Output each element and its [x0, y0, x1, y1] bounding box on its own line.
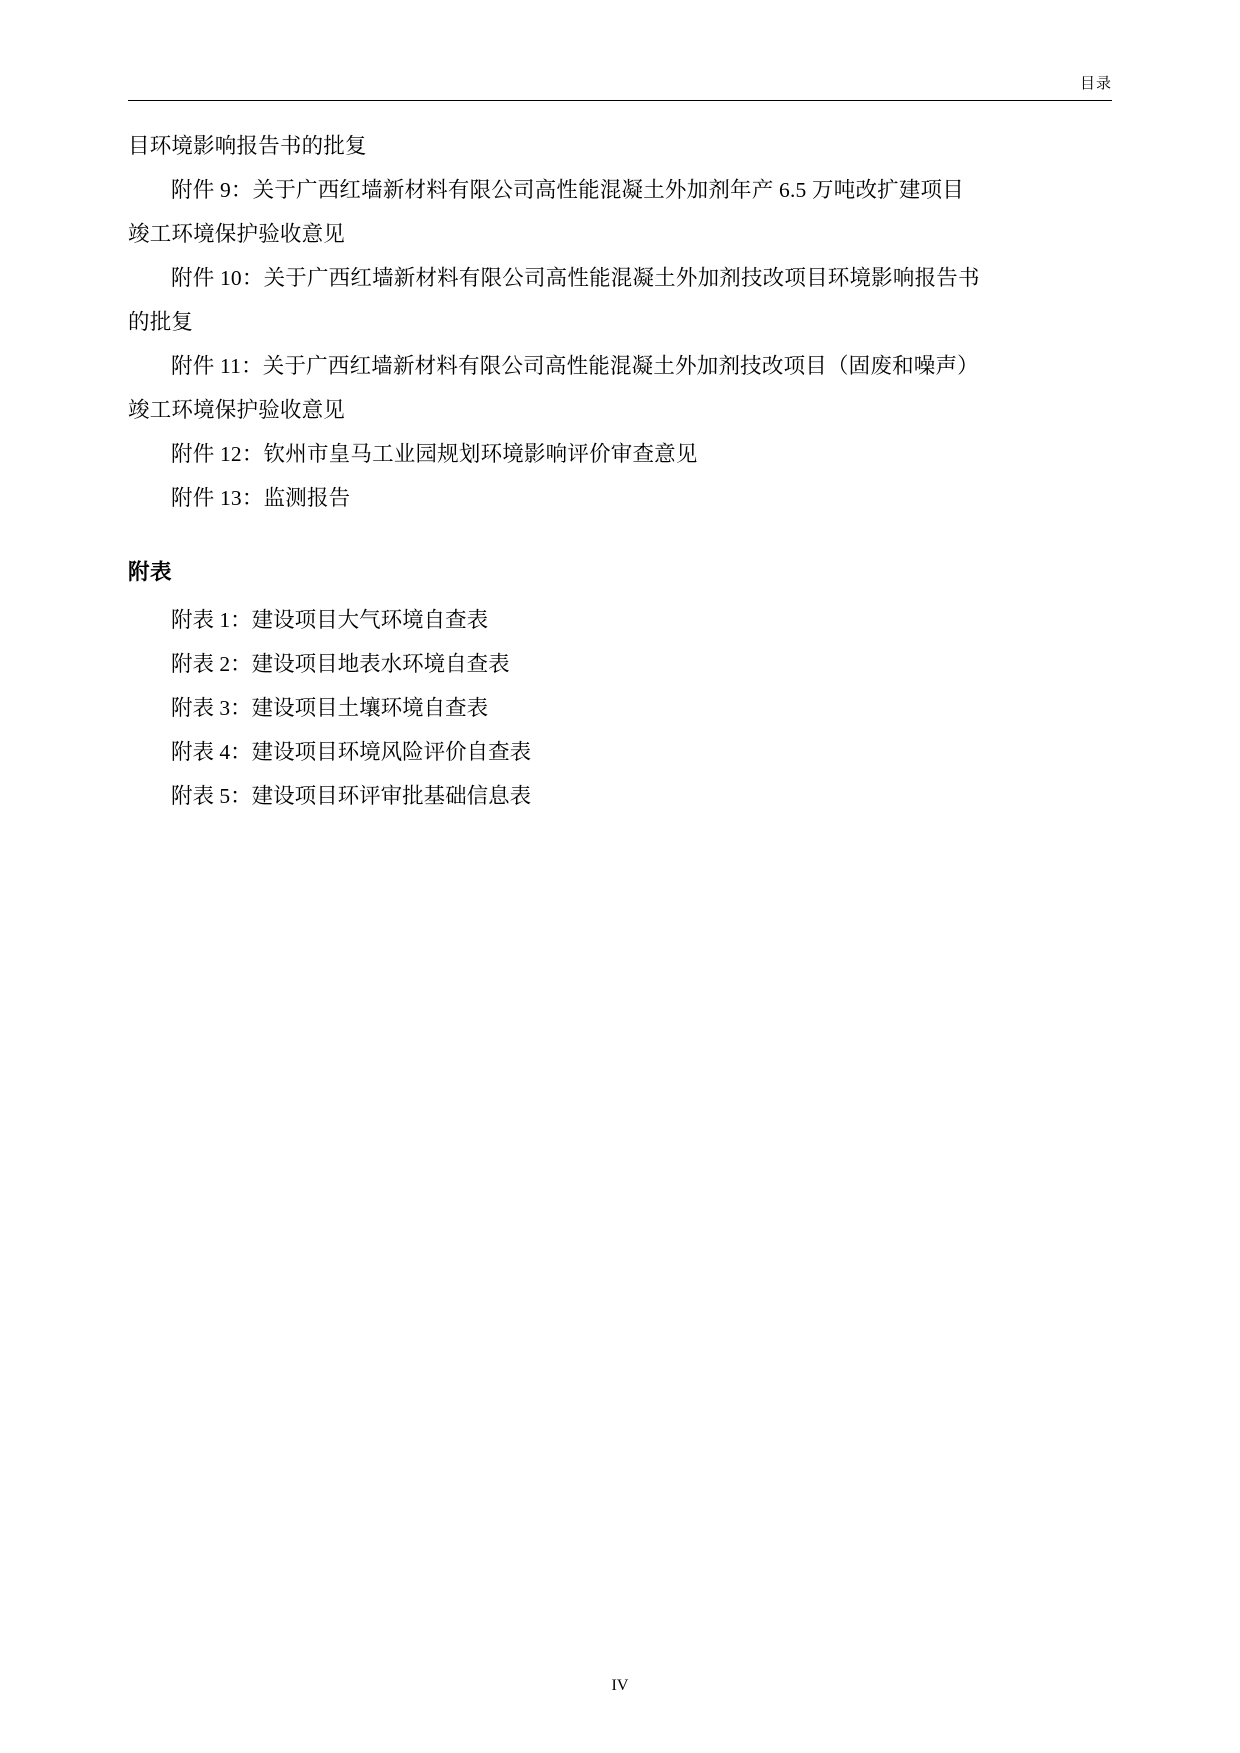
section-title-tables: 附表 [128, 560, 173, 584]
table-entry-3: 附表 3：建设项目土壤环境自查表 [171, 696, 489, 720]
page-number: IV [611, 1677, 629, 1694]
page-header [128, 72, 1112, 104]
table-entry-4: 附表 4：建设项目环境风险评价自查表 [171, 740, 532, 764]
table-entry-5: 附表 5：建设项目环评审批基础信息表 [171, 784, 532, 808]
page-footer [0, 1677, 1240, 1695]
continuation-line: 目环境影响报告书的批复 [128, 134, 367, 158]
header-title: 目录 [1079, 76, 1112, 92]
attachment-entry-11: 附件 11：关于广西红墙新材料有限公司高性能混凝土外加剂技改项目（固废和噪声）竣工环境保护验收意见 [128, 354, 979, 422]
attachment-entry-9: 附件 9：关于广西红墙新材料有限公司高性能混凝土外加剂年产 6.5 万吨改扩建项目竣工环境保护验收意见 [128, 178, 964, 246]
header-divider [128, 100, 1112, 101]
page-content [128, 124, 984, 818]
table-entry-1: 附表 1：建设项目大气环境自查表 [171, 608, 489, 632]
attachment-entry-10: 附件 10：关于广西红墙新材料有限公司高性能混凝土外加剂技改项目环境影响报告书的批复 [128, 266, 980, 334]
attachment-entry-12: 附件 12：钦州市皇马工业园规划环境影响评价审查意见 [171, 442, 698, 466]
table-entry-2: 附表 2：建设项目地表水环境自查表 [171, 652, 510, 676]
attachment-entry-13: 附件 13：监测报告 [171, 486, 351, 510]
